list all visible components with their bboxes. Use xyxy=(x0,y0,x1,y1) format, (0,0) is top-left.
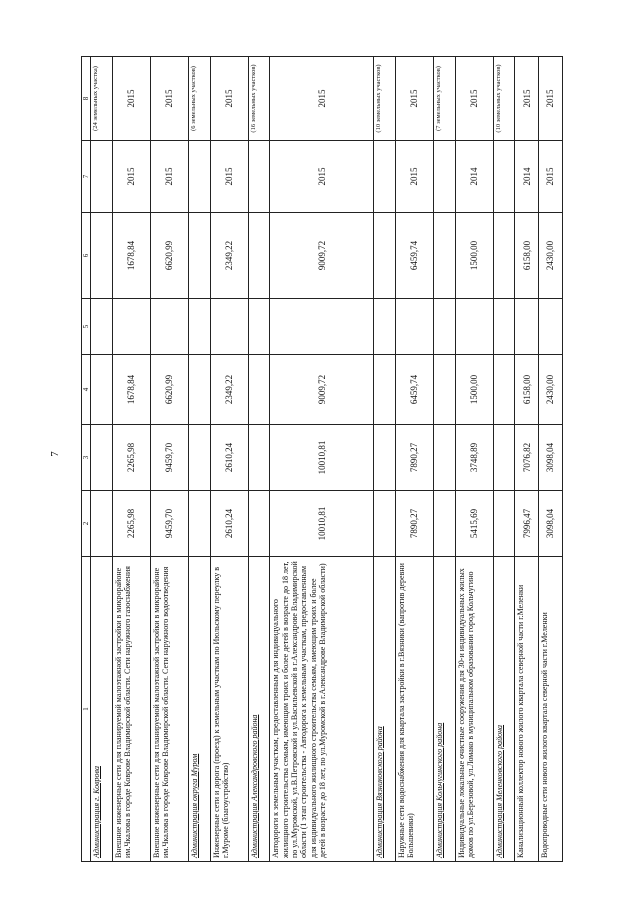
cell-col8: 2015 xyxy=(539,57,563,141)
cell-col3: 10010,81 xyxy=(270,425,374,491)
cell-col2: 5415,69 xyxy=(455,491,493,557)
header-cell: 2 xyxy=(82,491,91,557)
header-cell: 8 xyxy=(82,57,91,141)
cell-col4: 6459,74 xyxy=(395,355,433,425)
project-name: Инженерные сети и дорога (проезд) к земельным участкам по Июльскому переулку в г.Муроме (благоустройство) xyxy=(210,557,248,862)
cell-col3: 2265,98 xyxy=(112,425,150,491)
project-name: Наружные сети водоснабжения для квартала застройки в г.Вязники (вапротив деревни Большевики) xyxy=(395,557,433,862)
admin-row xyxy=(433,57,455,862)
cell-col8: 2015 xyxy=(112,57,150,141)
project-name: Водопроводные сети нового жилого квартала северной части г.Меленки xyxy=(539,557,563,862)
cell-col8: 2015 xyxy=(515,57,539,141)
cell-col7: 2015 xyxy=(539,141,563,213)
cell-col3: 7890,27 xyxy=(395,425,433,491)
admin-row xyxy=(493,57,515,862)
cell-col4: 1678,84 xyxy=(112,355,150,425)
project-name: Автодороги к земельным участкам, предоставленным для индивидуального жилищного строительства семьям, имеющим троих и более детей в возрасте до 18 лет, по ул.Муромской, ул.В.Петровской и ул.Васильевской в г.Александрове Владимирской области (1 этап строительства - Автодорога к земельным участкам, предоставленным для индивидуального жилищного строительства семьям, имеющим троих и более детей в возрасте до 18 лет, по ул.Муромской в г.Александрове Владимирской области) xyxy=(270,557,374,862)
cell-col3: 3748,89 xyxy=(455,425,493,491)
cell-col5 xyxy=(455,299,493,355)
cell-col3: 9459,70 xyxy=(150,425,188,491)
cell-col6: 6459,74 xyxy=(395,213,433,299)
cell-col5 xyxy=(539,299,563,355)
cell-col8: 2015 xyxy=(395,57,433,141)
cell-col6: 1678,84 xyxy=(112,213,150,299)
cell-col6: 6620,99 xyxy=(150,213,188,299)
plots-note: (16 земельных участков) xyxy=(248,57,270,141)
plots-note: (10 земельных участков) xyxy=(493,57,515,141)
table-row xyxy=(539,57,563,862)
admin-title: Администрация Вязниковского района xyxy=(374,557,396,862)
table-row xyxy=(270,57,374,862)
cell-col4: 6620,99 xyxy=(150,355,188,425)
table-row xyxy=(455,57,493,862)
project-name: Индивидуальные локальные очистные сооружения для 30-и индивидуальных жилых домов по ул.Березовой, ул.Ломако в муниципальном образовании город Кольчугино xyxy=(455,557,493,862)
header-cell: 7 xyxy=(82,141,91,213)
header-row xyxy=(82,57,91,862)
admin-title: Администрация Александровского района xyxy=(248,557,270,862)
cell-col5 xyxy=(112,299,150,355)
plots-note: (7 земельных участков) xyxy=(433,57,455,141)
cell-col4: 2349,22 xyxy=(210,355,248,425)
header-cell: 5 xyxy=(82,299,91,355)
cell-col5 xyxy=(150,299,188,355)
cell-col2: 10010,81 xyxy=(270,491,374,557)
table-row xyxy=(112,57,150,862)
rotated-page xyxy=(81,57,563,862)
plots-note: (24 земельных участка) xyxy=(91,57,113,141)
cell-col7: 2015 xyxy=(150,141,188,213)
cell-col2: 7996,47 xyxy=(515,491,539,557)
table-row xyxy=(210,57,248,862)
admin-row xyxy=(188,57,210,862)
plots-note: (6 земельных участков) xyxy=(188,57,210,141)
admin-title: Администрация г. Коврова xyxy=(91,557,113,862)
cell-col5 xyxy=(210,299,248,355)
table-row xyxy=(395,57,433,862)
cell-col3: 3098,04 xyxy=(539,425,563,491)
cell-col2: 2265,98 xyxy=(112,491,150,557)
project-name: Канализационный коллектор нового жилого квартала северной части г.Меленки xyxy=(515,557,539,862)
cell-col7: 2015 xyxy=(270,141,374,213)
table-row xyxy=(150,57,188,862)
cell-col5 xyxy=(515,299,539,355)
cell-col2: 2610,24 xyxy=(210,491,248,557)
cell-col5 xyxy=(270,299,374,355)
cell-col3: 2610,24 xyxy=(210,425,248,491)
admin-title: Администрация округа Муром xyxy=(188,557,210,862)
cell-col4: 2430,00 xyxy=(539,355,563,425)
cell-col4: 9009,72 xyxy=(270,355,374,425)
header-cell: 3 xyxy=(82,425,91,491)
page-number: 7 xyxy=(48,451,61,457)
budget-table xyxy=(81,56,563,862)
cell-col7: 2014 xyxy=(455,141,493,213)
plots-note: (10 земельных участков) xyxy=(374,57,396,141)
cell-col6: 2430,00 xyxy=(539,213,563,299)
cell-col4: 1500,00 xyxy=(455,355,493,425)
cell-col7: 2015 xyxy=(395,141,433,213)
header-cell: 1 xyxy=(82,557,91,862)
cell-col5 xyxy=(395,299,433,355)
project-name: Внешние инженерные сети для планируемой малоэтажной застройки в микрорайоне им.Чкалова в городе Коврове Владимирской области. Сети наружного газоснабжения xyxy=(112,557,150,862)
table-row xyxy=(515,57,539,862)
admin-title: Администрация Кольчугинского района xyxy=(433,557,455,862)
cell-col2: 9459,70 xyxy=(150,491,188,557)
admin-title: Администрация Меленковского района xyxy=(493,557,515,862)
header-cell: 4 xyxy=(82,355,91,425)
admin-row xyxy=(91,57,113,862)
cell-col6: 2349,22 xyxy=(210,213,248,299)
cell-col6: 9009,72 xyxy=(270,213,374,299)
cell-col6: 1500,00 xyxy=(455,213,493,299)
cell-col7: 2015 xyxy=(112,141,150,213)
admin-row xyxy=(248,57,270,862)
header-cell: 6 xyxy=(82,213,91,299)
cell-col7: 2015 xyxy=(210,141,248,213)
cell-col2: 7890,27 xyxy=(395,491,433,557)
cell-col3: 7076,82 xyxy=(515,425,539,491)
cell-col7: 2014 xyxy=(515,141,539,213)
cell-col8: 2015 xyxy=(455,57,493,141)
cell-col8: 2015 xyxy=(210,57,248,141)
cell-col8: 2015 xyxy=(150,57,188,141)
cell-col8: 2015 xyxy=(270,57,374,141)
project-name: Внешние инженерные сети для планируемой малоэтажной застройки в микрорайоне им.Чкалова в городе Коврове Владимирской области. Сети наружного водоотведения xyxy=(150,557,188,862)
cell-col2: 3098,04 xyxy=(539,491,563,557)
admin-row xyxy=(374,57,396,862)
cell-col6: 6158,00 xyxy=(515,213,539,299)
cell-col4: 6158,00 xyxy=(515,355,539,425)
